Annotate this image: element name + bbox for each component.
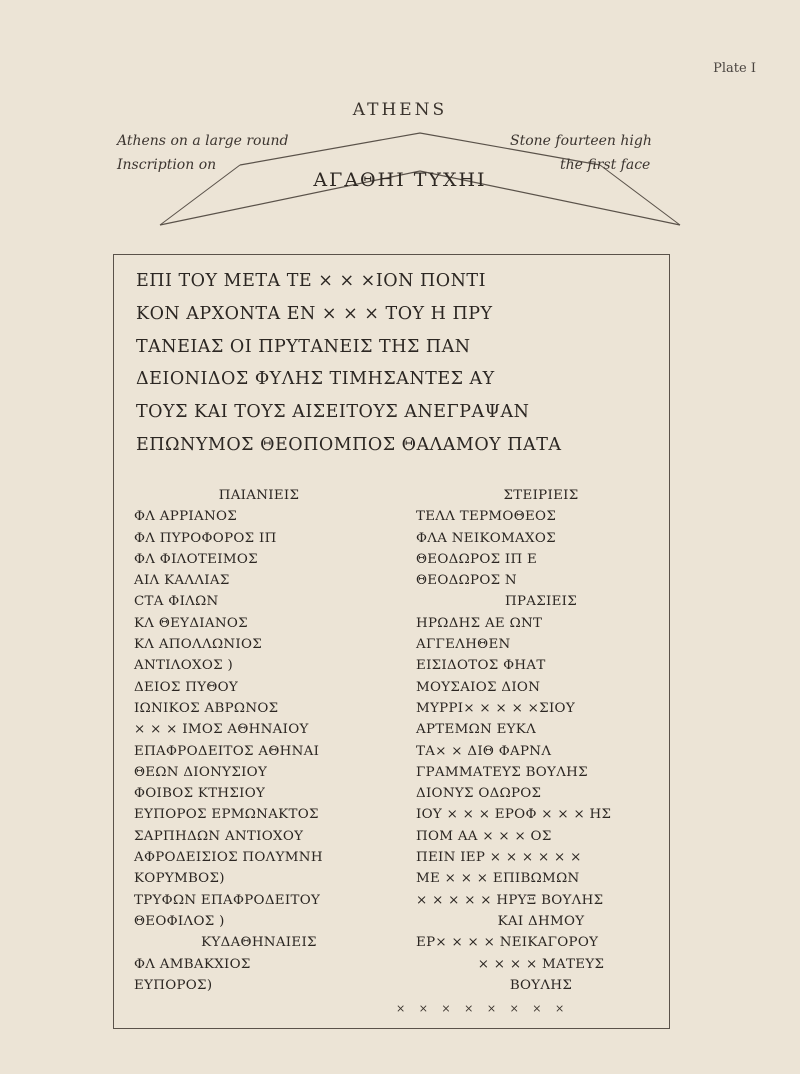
name-line: ΠΕΙΝ ΙΕΡ × × × × × × <box>416 850 582 866</box>
name-line: ΤΡΥΦΩΝ ΕΠΑΦΡΟΔΕΙΤΟΥ <box>134 892 321 908</box>
city-title: ATHENS <box>352 100 448 120</box>
name-line: ΕΠΑΦΡΟΔΕΙΤΟΣ ΑΘΗΝΑΙ <box>134 743 320 759</box>
name-line: ΦΛ ΑΜΒΑΚΧΙΟΣ <box>134 956 251 972</box>
plate-label: Plate I <box>713 61 756 76</box>
name-line: ΔΕΙΟΣ ΠΥΘΟΥ <box>134 679 239 695</box>
name-line: ΦΛ ΠΥΡΟΦΟΡΟΣ ΙΠ <box>134 530 277 546</box>
deme-heading: ΠΑΙΑΝΙΕΙΣ <box>218 488 300 503</box>
name-line: ΤΑ× × ΔΙΘ ΦΑΡΝΛ <box>416 743 552 759</box>
name-line: ΘΕΩΝ ΔΙΟΝΥΣΙΟΥ <box>134 764 268 780</box>
name-line: ΦΛ ΑΡΡΙΑΝΟΣ <box>134 509 238 525</box>
handwritten-note-right-1: Stone fourteen high <box>510 133 652 149</box>
name-line: ΘΕΟΦΙΛΟΣ ) <box>134 913 225 929</box>
name-line: ΑΝΤΙΛΟΧΟΣ ) <box>134 658 234 674</box>
name-line: ΜΥΡΡΙ× × × × ×ΣΙΟΥ <box>416 700 575 716</box>
name-line: ΕΥΠΟΡΟΣ ΕΡΜΩΝΑΚΤΟΣ <box>134 807 319 823</box>
name-line: ΤΕΛΛ ΤΕΡΜΟΘΕΟΣ <box>416 509 557 525</box>
pediment-drawing <box>0 0 800 260</box>
decree-line: ΚΟΝ ΑΡΧΟΝΤΑ ΕΝ × × × ΤΟΥ Η ΠΡΥ <box>136 303 493 324</box>
name-line: ΙΟΥ × × × ΕΡΟΦ × × × ΗΣ <box>416 807 612 823</box>
name-line: ΠΟΜ ΑΑ × × × ΟΣ <box>416 828 552 844</box>
name-line: ΑΓΓΕΛΗΘΕΝ <box>416 637 511 653</box>
deme-heading: ΠΡΑΣΙΕΙΣ <box>504 594 578 610</box>
name-line: ΗΡΩΔΗΣ ΑΕ ΩΝΤ <box>416 615 543 631</box>
name-line: ΙΩΝΙΚΟΣ ΑΒΡΩΝΟΣ <box>134 700 279 716</box>
name-line: ΔΙΟΝΥΣ ΟΔΩΡΟΣ <box>416 786 542 802</box>
deme-heading: ΣΤΕΙΡΙΕΙΣ <box>503 488 579 503</box>
decree-line: ΕΠΩΝΥΜΟΣ ΘΕΟΠΟΜΠΟΣ ΘΑΛΑΜΟΥ ΠΑΤΑ <box>136 434 562 455</box>
decree-line: ΔΕΙΟΝΙΔΟΣ ΦΥΛΗΣ ΤΙΜΗΣΑΝΤΕΣ ΑΥ <box>136 369 495 390</box>
name-line: × × × × × ΗΡΥΞ ΒΟΥΛΗΣ <box>416 892 604 908</box>
name-line: ΚΟΡΥΜΒΟΣ) <box>134 871 225 887</box>
name-line: ΒΟΥΛΗΣ <box>509 977 573 993</box>
name-line: ΚΛ ΘΕΥΔΙΑΝΟΣ <box>134 615 248 631</box>
name-line: ΕΡ× × × × ΝΕΙΚΑΓΟΡΟΥ <box>416 935 599 951</box>
name-line: ΦΟΙΒΟΣ ΚΤΗΣΙΟΥ <box>134 786 266 802</box>
name-line: ΑΙΛ ΚΑΛΛΙΑΣ <box>134 573 230 589</box>
handwritten-note-right-2: the first face <box>560 157 651 173</box>
decree-text <box>136 265 656 462</box>
right-name-column <box>416 485 686 996</box>
decree-line: ΤΑΝΕΙΑΣ ΟΙ ΠΡΥΤΑΝΕΙΣ ΤΗΣ ΠΑΝ <box>136 336 471 357</box>
decree-line: ΕΠΙ ΤΟΥ ΜΕΤΑ ΤΕ × × ×ΙΟΝ ΠΟΝΤΙ <box>136 271 486 291</box>
name-line: ΦΛΑ ΝΕΙΚΟΜΑΧΟΣ <box>416 530 556 546</box>
left-name-column <box>134 485 404 996</box>
name-line: ΘΕΟΔΩΡΟΣ ΙΠ Ε <box>416 551 538 567</box>
name-line: ΑΡΤΕΜΩΝ ΕΥΚΛ <box>416 722 537 738</box>
handwritten-note-left-2: Inscription on <box>117 157 217 173</box>
name-line: ΦΛ ΦΙΛΟΤΕΙΜΟΣ <box>134 551 258 567</box>
handwritten-note-left-1: Athens on a large round <box>117 133 289 149</box>
name-line: ΜΟΥΣΑΙΟΣ ΔΙΟΝ <box>416 679 541 695</box>
decree-line: ΤΟΥΣ ΚΑΙ ΤΟΥΣ ΑΙΣΕΙΤΟΥΣ ΑΝΕΓΡΑΨΑΝ <box>136 402 530 423</box>
name-line: ΕΥΠΟΡΟΣ) <box>134 977 213 993</box>
name-line: ΚΑΙ ΔΗΜΟΥ <box>497 913 585 929</box>
name-line: ΓΡΑΜΜΑΤΕΥΣ ΒΟΥΛΗΣ <box>416 764 588 780</box>
name-line: CΤΑ ΦΙΛΩΝ <box>134 594 219 610</box>
name-line: ΘΕΟΔΩΡΟΣ Ν <box>416 573 517 589</box>
name-line: ΕΙΣΙΔΟΤΟΣ ΦΗΑΤ <box>416 658 546 674</box>
deme-heading: ΚΥΔΑΘΗΝΑΙΕΙΣ <box>201 935 317 951</box>
end-marks: × × × × × × × × <box>396 1002 570 1015</box>
name-line: ΣΑΡΠΗΔΩΝ ΑΝΤΙΟΧΟΥ <box>134 828 304 844</box>
name-line: × × × × ΜΑΤΕΥΣ <box>477 956 605 972</box>
name-line: ΜΕ × × × ΕΠΙΒΩΜΩΝ <box>416 871 580 887</box>
inscription-heading: ΑΓΑΘΗΙ ΤΥΧΗΙ <box>313 169 487 191</box>
name-line: ΚΛ ΑΠΟΛΛΩΝΙΟΣ <box>134 637 263 653</box>
name-line: ΑΦΡΟΔΕΙΣΙΟΣ ΠΟΛΥΜΝΗ <box>134 850 323 866</box>
name-line: × × × ΙΜΟΣ ΑΘΗΝΑΙΟΥ <box>134 722 309 738</box>
